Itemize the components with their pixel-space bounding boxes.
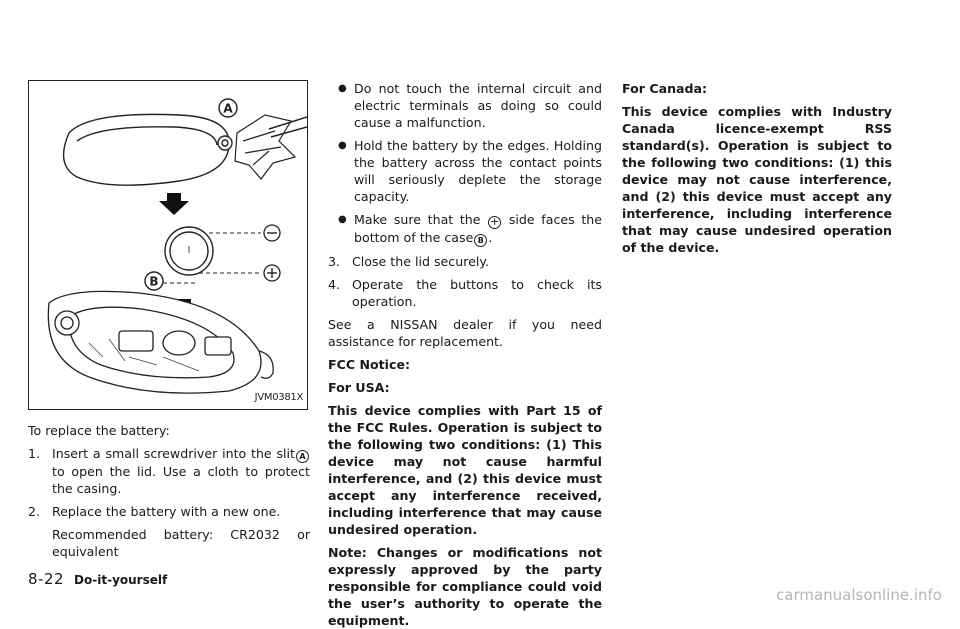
for-usa-heading: For USA: <box>328 380 390 395</box>
bullet-text-end: . <box>488 230 493 245</box>
middle-column <box>328 80 602 629</box>
step-3-text: Close the lid securely. <box>352 254 489 269</box>
step-2-number: 2. <box>28 504 41 519</box>
right-column <box>622 80 892 256</box>
modification-note: Note: Changes or modifications not expressly approved by the party responsible for compliance could void the user’s authority to operate the equipment. <box>328 545 602 628</box>
recommended-battery: Recommended battery: CR2032 or equivalent <box>52 527 310 559</box>
intro-text: To replace the battery: <box>28 423 170 438</box>
page-footer <box>28 570 167 588</box>
bullet-text-cont: side faces the bottom of the case <box>354 212 602 245</box>
section-title: Do-it-yourself <box>74 573 168 587</box>
callout-a-label: A <box>223 101 233 116</box>
bullet-item <box>338 211 602 247</box>
step-1-text: Insert a small screwdriver into the slit <box>52 446 295 461</box>
step-2-text: Replace the battery with a new one. <box>52 504 281 519</box>
bullet-text: Make sure that the <box>354 212 481 227</box>
bullet-item <box>338 137 602 205</box>
step-3-number: 3. <box>328 254 341 269</box>
canada-compliance-text: This device complies with Industry Canada licence-exempt RSS standard(s). Operation is subject to the following two conditions: (1) this device may not cause interference, and (2) this device must accept any interference, including interference that may cause undesired operation of the device. <box>622 104 892 255</box>
dealer-text: See a NISSAN dealer if you need assistance for replacement. <box>328 317 602 349</box>
step-1-number: 1. <box>28 446 41 461</box>
step-4-text: Operate the buttons to check its operation. <box>352 277 602 309</box>
bullet-item <box>338 80 602 131</box>
step-4-number: 4. <box>328 277 341 292</box>
watermark: carmanualsonline.info <box>776 586 942 604</box>
battery-replacement-figure <box>28 80 308 410</box>
step-4 <box>328 276 602 310</box>
bullet-icon: ● <box>338 214 347 225</box>
fcc-notice-heading: FCC Notice: <box>328 357 411 372</box>
plus-circle-icon: + <box>490 215 500 228</box>
callout-a-icon: A <box>296 450 309 463</box>
figure-code: JVM0381X <box>254 392 303 403</box>
callout-b-icon: B <box>474 234 487 247</box>
step-3 <box>328 253 602 270</box>
callout-b-label: B <box>149 274 159 289</box>
step-1-text-cont: to open the lid. Use a cloth to protect the casing. <box>52 464 310 496</box>
for-canada-heading: For Canada: <box>622 81 708 96</box>
page-number: 8-22 <box>28 570 65 588</box>
step-2 <box>28 503 310 520</box>
bullet-text: Do not touch the internal circuit and electric terminals as doing so could cause a malfunction. <box>354 81 602 130</box>
key-fob-illustration <box>29 81 307 409</box>
usa-compliance-text: This device complies with Part 15 of the FCC Rules. Operation is subject to the following two conditions: (1) This device may not cause harmful interference, and (2) this device must accept any interference received, including interference that may cause undesired operation. <box>328 403 602 537</box>
bullet-icon: ● <box>338 83 347 94</box>
step-1 <box>28 445 310 497</box>
bullet-text: Hold the battery by the edges. Holding the battery across the contact points will seriously deplete the storage capacity. <box>354 138 602 204</box>
bullet-icon: ● <box>338 140 347 151</box>
left-column <box>28 80 310 560</box>
